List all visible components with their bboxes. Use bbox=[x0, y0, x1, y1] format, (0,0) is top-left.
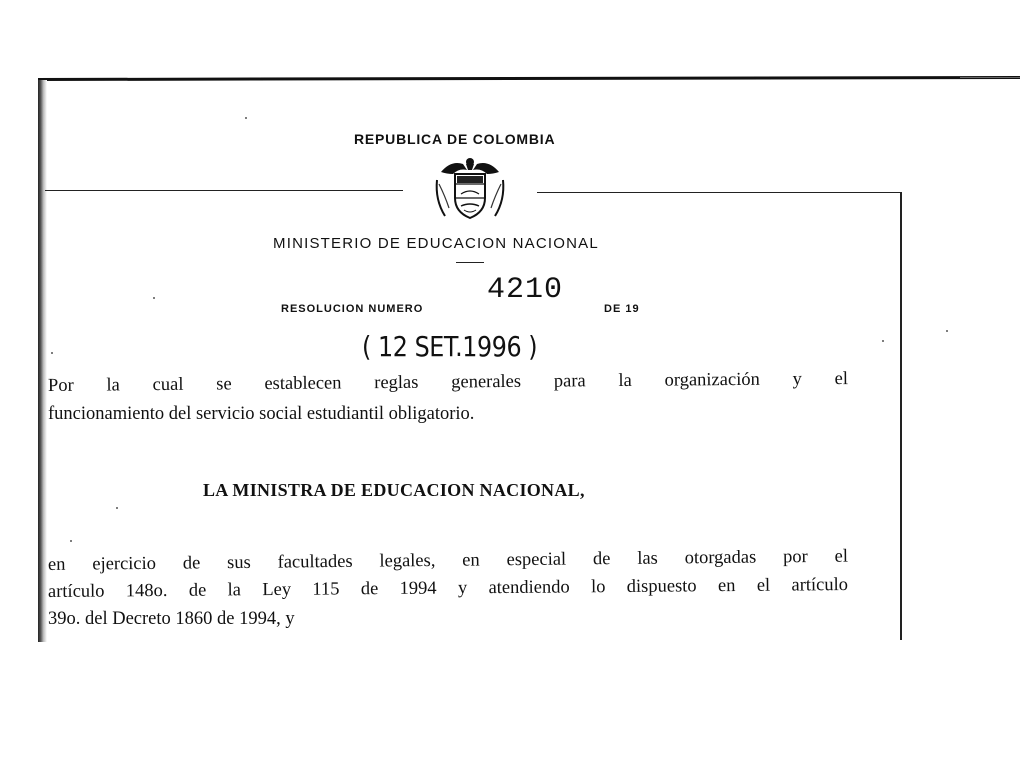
colombia-coat-of-arms-icon bbox=[431, 150, 509, 228]
subject-line-2: funcionamiento del servicio social estudiantil obligatorio. bbox=[48, 404, 475, 424]
left-scan-edge bbox=[38, 80, 47, 642]
country-header: REPUBLICA DE COLOMBIA bbox=[354, 131, 556, 147]
resolution-number: 4210 bbox=[487, 273, 564, 307]
date-stamp: ( 12 SET.1996 ) bbox=[362, 330, 538, 363]
resolution-label: RESOLUCION NUMERO bbox=[281, 303, 424, 315]
preamble-line-3: 39o. del Decreto 1860 de 1994, y bbox=[48, 609, 295, 629]
frame-right-line bbox=[900, 192, 902, 640]
top-border-line bbox=[38, 76, 1020, 81]
frame-top-right-line bbox=[537, 192, 901, 193]
subject-line-1: Por la cual se establecen reglas generales para la organización y el bbox=[47, 369, 849, 396]
frame-top-left-line bbox=[45, 190, 403, 191]
top-border-fade bbox=[960, 77, 1020, 78]
authority-heading: LA MINISTRA DE EDUCACION NACIONAL, bbox=[203, 480, 585, 500]
ministry-underline bbox=[456, 262, 484, 263]
year-label: DE 19 bbox=[604, 303, 640, 315]
ministry-name: MINISTERIO DE EDUCACION NACIONAL bbox=[273, 235, 599, 252]
preamble-line-1: en ejercicio de sus facultades legales, en especial de las otorgadas por el bbox=[47, 546, 849, 575]
preamble-line-2: artículo 148o. de la Ley 115 de 1994 y atendiendo lo dispuesto en el artículo bbox=[47, 575, 849, 602]
